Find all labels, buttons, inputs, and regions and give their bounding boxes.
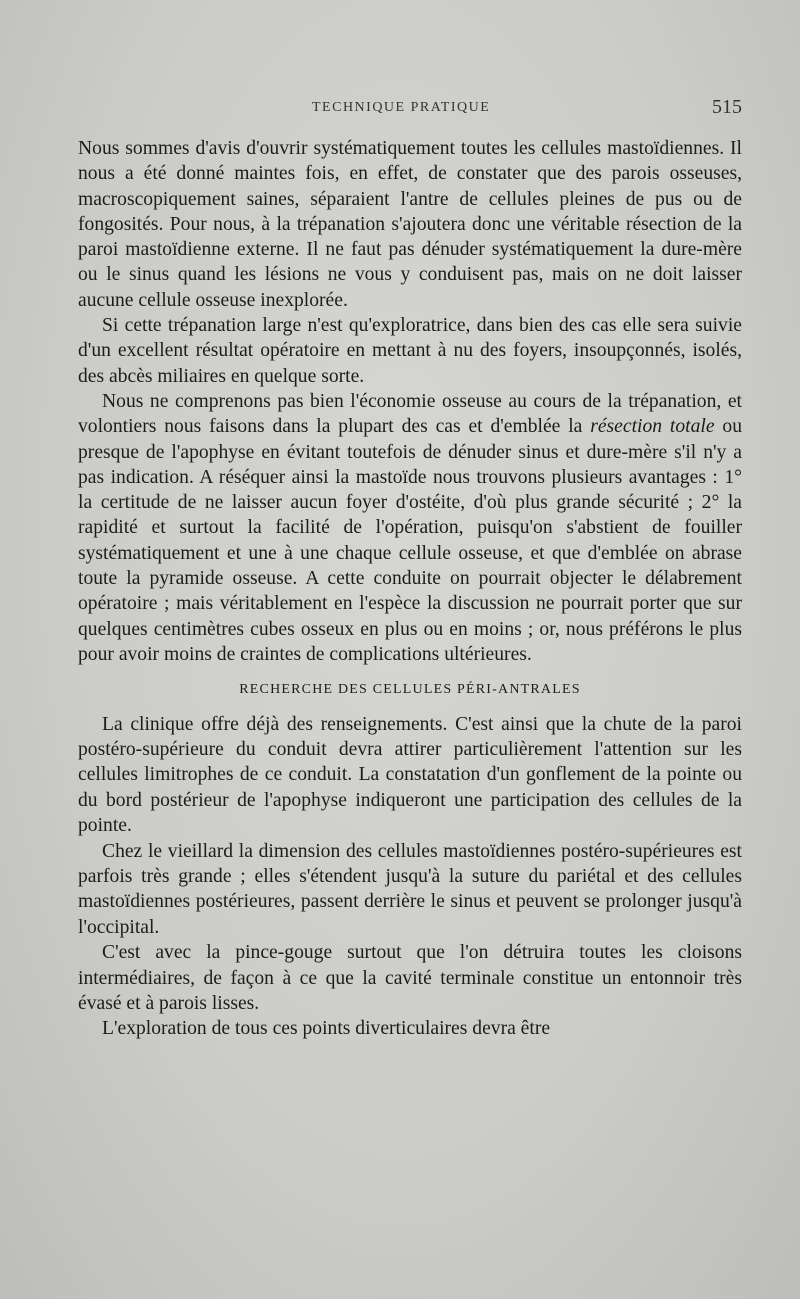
paragraph-total-resection <box>78 389 742 667</box>
paragraph-clinical-signs: La clinique offre déjà des renseignements. C'est ainsi que la chute de la paroi postéro-supérieure du conduit devra attirer particulièrement l'attention sur les cellules limitrophes de ce conduit. La constatation d'un gonflement de la pointe ou du bord postérieur de l'apophyse indiqueront une participation des cellules de la pointe. <box>78 713 742 837</box>
paragraph-pince-gouge: C'est avec la pince-gouge surtout que l'on détruira toutes les cloisons intermédiaires, de façon à ce que la cavité terminale constitue un entonnoir très évasé et à parois lisses. <box>78 942 742 1014</box>
paragraph-open-cells: Nous sommes d'avis d'ouvrir systématiquement toutes les cellules mastoïdiennes. Il nous a été donné maintes fois, en effet, de constater que des parois osseuses, macroscopiquement saines, séparaient l'antre de cellules pleines de pus ou de fongosités. Pour nous, à la trépanation s'ajoutera donc une véritable résection de la paroi mastoïdienne externe. Il ne faut pas dénuder systématiquement la dure-mère ou le sinus quand les lésions ne vous y conduisent pas, mais on ne doit laisser aucune cellule osseuse inexplorée. <box>78 138 742 311</box>
paragraph-elderly-cells: Chez le vieillard la dimension des cellules mastoïdiennes postéro-supérieures est parfois très grande ; elles s'étendent jusqu'à la suture du pariétal et des cellules mastoïdiennes postérieures, passent derrière le sinus et peuvent se prolonger jusqu'à l'occipital. <box>78 840 742 938</box>
section-heading: RECHERCHE DES CELLULES PÉRI-ANTRALES <box>239 682 581 698</box>
paragraph-exploratory-trepanation: Si cette trépanation large n'est qu'exploratrice, dans bien des cas elle sera suivie d'un excellent résultat opératoire en mettant à nu des foyers, insoupçonnés, isolés, des abcès miliaires en quelque sorte. <box>78 315 742 387</box>
running-title: TECHNIQUE PRATIQUE <box>312 100 491 115</box>
section-body <box>78 712 742 1042</box>
paragraph-total-resection-start: Nous ne comprenons pas bien l'économie osseuse au cours de la trépanation, et volontiers nous faisons dans la plupart des cas et d'emblée la <box>78 390 742 438</box>
page-number: 515 <box>712 96 742 118</box>
page-body <box>78 136 742 1042</box>
running-header <box>0 96 800 122</box>
paragraph-exploration: L'exploration de tous ces points diverticulaires devra être <box>102 1018 551 1040</box>
paragraph-total-resection-end: ou presque de l'apophyse en évitant toutefois de dénuder sinus et dure-mère s'il n'y a pas indication. A réséquer ainsi la mastoïde nous trouvons plusieurs avantages : 1° la certitude de ne laisser aucun foyer d'ostéite, d'où plus grande sécurité ; 2° la rapidité et surtout la facilité de l'opération, puisqu'on s'abstient de fouiller systématiquement et une à une chaque cellule osseuse, et que d'emblée on abrase toute la pyramide osseuse. A cette conduite on pourrait objecter le délabrement opératoire ; mais véritablement en l'espèce la discussion ne pourrait porter que sur quelques centimètres cubes osseux en plus ou en moins ; or, nous préférons le plus pour avoir moins de craintes de complications ultérieures. <box>78 416 743 665</box>
emphasis-resection-totale: résection totale <box>590 416 715 438</box>
